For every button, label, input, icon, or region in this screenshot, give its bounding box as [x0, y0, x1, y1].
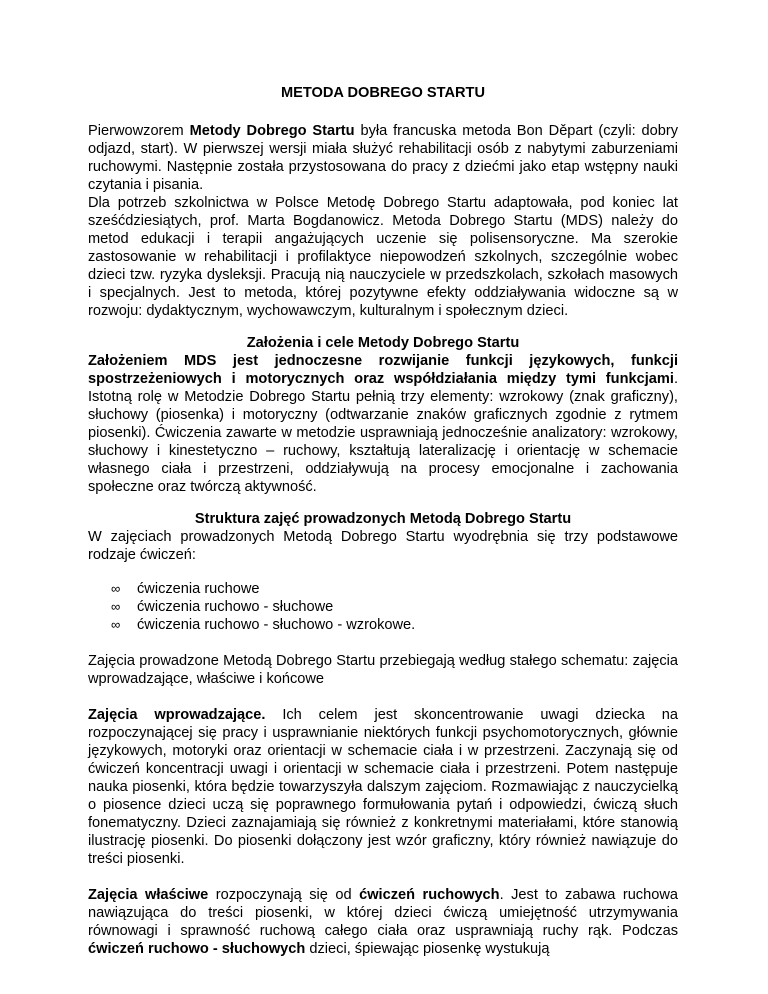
intro-p1-pre: Pierwowzorem — [88, 123, 190, 139]
intro-paragraph-2: Dla potrzeb szkolnictwa w Polsce Metodę Dobrego Startu adaptowała, pod koniec lat sześćdziesiątych, prof. Marta Bogdanowicz. Metoda Dobrego Startu (MDS) należy do metod edukacji i terapii angażujących uczenie się polisensoryczne. Ma szerokie zastosowanie w rehabilitacji i profilaktyce niepowodzeń szkolnych, szczególnie wobec dzieci tzw. ryzyka dysleksji. Pracują nią nauczyciele w przedszkolach, szkołach masowych i specjalnych. Jest to metoda, której pozytywne efekty oddziaływania widoczne są w rozwoju: dydaktycznym, wychowawczym, kulturalnym i społecznym dzieci. — [88, 195, 678, 319]
main-classes-bold: Zajęcia właściwe — [88, 887, 209, 903]
document-page — [88, 84, 678, 958]
list-item-label: ćwiczenia ruchowo - słuchowe — [137, 599, 334, 615]
assumptions-text: . Istotną rolę w Metodzie Dobrego Startu pełnią trzy elementy: wzrokowy (znak graficzny), słuchowy (piosenka) i motoryczny (odtwarzanie znaków graficznych zgodnie z rytmem piosenki). Ćwiczenia zawarte w metodzie usprawniają jednocześnie analizatory: wzrokowy, słuchowy i kinestetyczno – ruchowy, kształtują lateralizację i orientację w schemacie własnego ciała i przestrzeni, oddziaływują na procesy emocjonalne i zachowania społeczne oraz twórczą aktywność. — [88, 371, 678, 495]
schema-paragraph: Zajęcia prowadzone Metodą Dobrego Startu przebiegają według stałego schematu: zajęcia wprowadzające, właściwe i końcowe — [88, 653, 678, 687]
intro-paragraph-1 — [88, 122, 678, 194]
main-classes-bold-2: ćwiczeń ruchowych — [359, 887, 500, 903]
document-title: METODA DOBREGO STARTU — [280, 85, 486, 101]
structure-intro: W zajęciach prowadzonych Metodą Dobrego Startu wyodrębnia się trzy podstawowe rodzaje ćwiczeń: — [88, 529, 678, 563]
assumptions-paragraph — [88, 352, 678, 496]
section-heading-structure: Struktura zajęć prowadzonych Metodą Dobrego Startu — [194, 511, 572, 527]
main-classes-text-2: . Jest to zabawa ruchowa nawiązująca do treści piosenki, w której dzieci ćwiczą umiejętność utrzymywania równowagi i sprawność ruchową całego ciała oraz usprawniają ruchy rąk. Podczas — [88, 887, 678, 939]
main-classes-text-1: rozpoczynają się od — [208, 887, 360, 903]
intro-p1-post: była francuska metoda Bon Děpart (czyli: dobry odjazd, start). W pierwszej wersji miała służyć rehabilitacji osób z nabytymi zaburzeniami ruchowymi. Następnie została przystosowana do pracy z dziećmi jako etap wstępny nauki czytania i pisania. — [88, 123, 679, 193]
intro-p1-bold: Metody Dobrego Startu — [189, 123, 355, 139]
main-classes-paragraph — [88, 886, 678, 958]
list-item — [111, 598, 678, 616]
list-item-label: ćwiczenia ruchowe — [137, 581, 260, 597]
list-item — [111, 616, 678, 634]
main-classes-bold-3: ćwiczeń ruchowo - słuchowych — [88, 941, 306, 957]
assumptions-bold-lead: Założeniem MDS jest jednoczesne rozwijanie funkcji językowych, funkcji spostrzeżeniowych i motorycznych oraz współdziałania między tymi funkcjami — [88, 353, 678, 387]
introductory-classes-paragraph — [88, 706, 678, 868]
main-classes-text-3: dzieci, śpiewając piosenkę wystukują — [305, 941, 550, 957]
bullet-icon: ∞ — [111, 581, 121, 596]
bullet-icon: ∞ — [111, 617, 121, 632]
exercise-types-list — [88, 580, 678, 634]
list-item-label: ćwiczenia ruchowo - słuchowo - wzrokowe. — [137, 617, 416, 633]
list-item — [111, 580, 678, 598]
section-heading-assumptions: Założenia i cele Metody Dobrego Startu — [246, 335, 520, 351]
bullet-icon: ∞ — [111, 599, 121, 614]
introductory-classes-bold: Zajęcia wprowadzające. — [88, 707, 266, 723]
introductory-classes-text: Ich celem jest skoncentrowanie uwagi dziecka na rozpoczynającej się pracy i usprawnianie niektórych funkcji psychomotorycznych, głównie językowych, motoryki oraz orientacji w schemacie ciała i w przestrzeni. Zaczynają się od ćwiczeń koncentracji uwagi i orientacji w schemacie ciała i przestrzeni. Potem następuje nauka piosenki, która będzie towarzyszyła dalszym zajęciom. Rozmawiając z nauczycielką o piosence dzieci uczą się poprawnego formułowania pytań i odpowiedzi, ćwiczą słuch fonematyczny. Dzieci zaznajamiają się również z konkretnymi materiałami, które stanowią ilustrację piosenki. Do piosenki dołączony jest wzór graficzny, który również nawiązuje do treści piosenki. — [88, 707, 678, 867]
